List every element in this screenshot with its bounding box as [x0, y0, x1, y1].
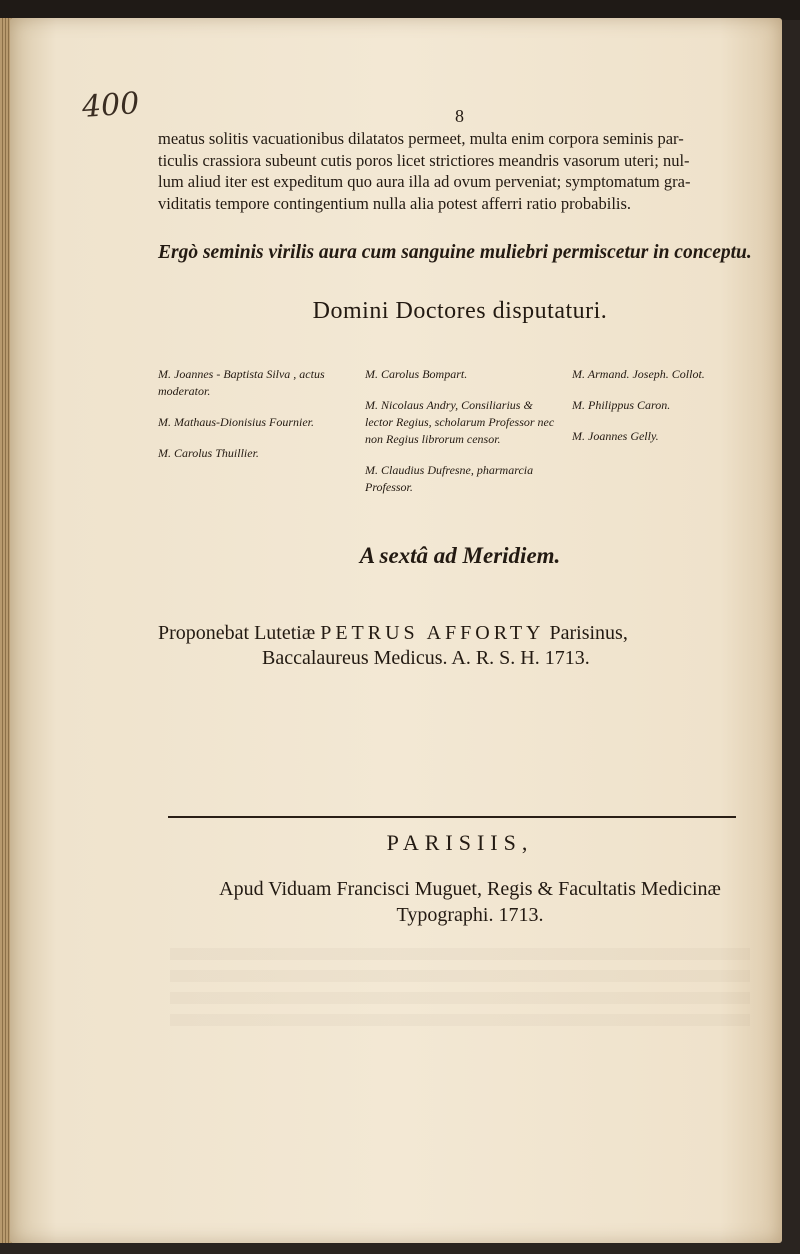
book-page — [10, 18, 782, 1243]
imprint-line: Apud Viduam Francisci Muguet, Regis & Facultatis Medicinæ — [219, 878, 721, 900]
folio-number: 400 — [80, 86, 141, 125]
doctor-name: M. Armand. Joseph. Collot. — [572, 367, 705, 381]
imprint-publisher — [160, 876, 780, 928]
proponebat-suffix: Parisinus, — [549, 622, 628, 644]
candidate-name: PETRUS AFFORTY — [320, 622, 545, 644]
doctors-column-2 — [365, 366, 563, 510]
doctor-name: M. Philippus Caron. — [572, 398, 671, 412]
doctors-column-1 — [158, 366, 356, 476]
imprint-city: PARISIIS, — [386, 830, 534, 855]
show-through-texture — [170, 948, 750, 1028]
divider-rule — [168, 816, 736, 818]
doctors-heading: Domini Doctores disputaturi. — [312, 298, 608, 324]
doctor-name: M. Mathaus-Dionisius Fournier. — [158, 415, 314, 429]
disputation-hours: A sextâ ad Meridiem. — [359, 543, 561, 568]
doctor-name: M. Joannes Gelly. — [572, 429, 659, 443]
proponebat-block — [158, 622, 778, 670]
paragraph-line: viditatis tempore contingentium nulla alia potest afferri ratio probabilis. — [158, 193, 632, 213]
imprint-line: Typographi. 1713. — [396, 904, 544, 926]
doctor-name: M. Joannes - Baptista Silva , actus moderator. — [158, 367, 325, 398]
paragraph-line: lum aliud iter est expeditum quo aura illa ad ovum perveniat; symptomatum gra- — [158, 172, 691, 191]
doctor-name: M. Carolus Thuillier. — [158, 446, 259, 460]
paragraph-line: meatus solitis vacuationibus dilatatos permeet, multa enim corpora seminis par- — [158, 129, 684, 148]
body-paragraph — [158, 128, 763, 214]
top-shadow — [0, 0, 800, 20]
doctor-name: M. Claudius Dufresne, pharmarcia Professor. — [365, 463, 534, 494]
proponebat-prefix: Proponebat Lutetiæ — [158, 622, 316, 644]
doctor-name: M. Nicolaus Andry, Consiliarius & lector Regius, scholarum Professor nec non Regius librorum censor. — [365, 398, 555, 446]
doctor-name: M. Carolus Bompart. — [365, 367, 468, 381]
thesis-statement: Ergò seminis virilis aura cum sanguine muliebri permiscetur in conceptu. — [158, 242, 752, 263]
candidate-degree: Baccalaureus Medicus. A. R. S. H. 1713. — [262, 647, 590, 669]
paragraph-line: ticulis crassiora subeunt cutis poros licet strictiores meandris vasorum uteri; nul- — [158, 150, 690, 170]
signature-mark: 8 — [455, 106, 464, 126]
doctors-column-3 — [572, 366, 770, 459]
